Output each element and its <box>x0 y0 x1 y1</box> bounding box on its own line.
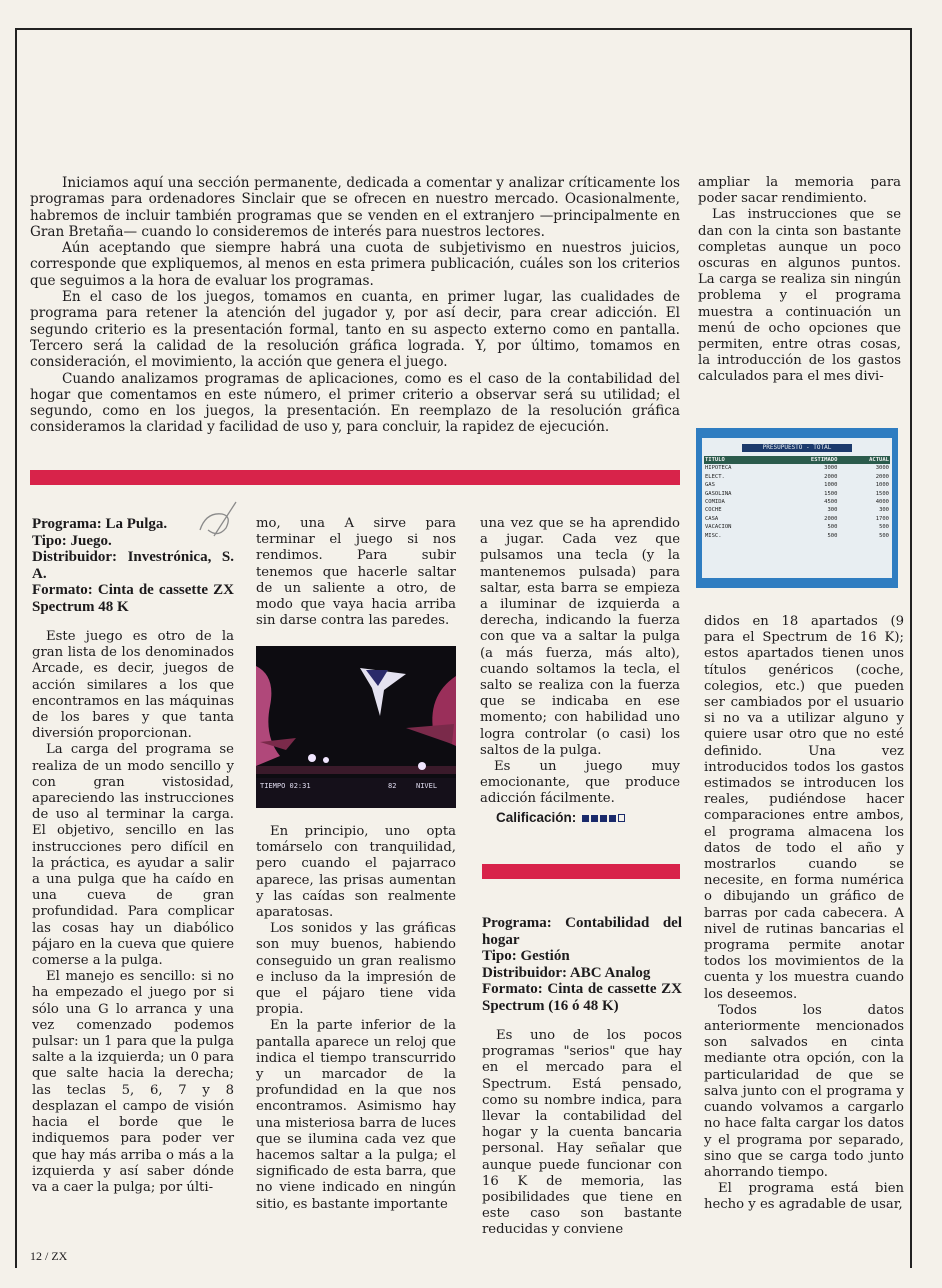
review-contabilidad-column-4 <box>704 614 904 1214</box>
budget-cell: COCHE <box>705 507 722 514</box>
budget-cell: 1700 <box>875 515 889 522</box>
budget-row <box>704 506 890 514</box>
budget-row <box>704 515 890 523</box>
program-name: Programa: Contabilidad del hogar <box>482 915 682 948</box>
intro-paragraph: Aún aceptando que siempre habrá una cuota de subjetivismo en nuestros juicios, corresponde que expliquemos, al menos en esta primera publicación, cuáles son los criterios que seguimos a la hora de evaluar los programas. <box>30 240 680 289</box>
budget-row <box>704 490 890 498</box>
paragraph: El manejo es sencillo: si no ha empezado el juego por si sólo una G lo arranca y una vez comenzado podemos pulsar: un 1 para que la pulga salte a la izquierda; un 0 para que salte hacia la derecha; las teclas 5, 6, 7 y 8 desplazan el campo de visión hacia el borde que le indiquemos para poder ver que hay más arriba o más a la izquierda y así saber dónde va a caer la pulga; por últi- <box>32 969 234 1195</box>
column-header: ACTUAL <box>869 457 889 463</box>
program-distributor: Distribuidor: Investrónica, S. A. <box>32 549 234 582</box>
review-lapulga-column-3 <box>480 516 680 826</box>
screen-title: PRESUPUESTO - TOTAL <box>742 444 852 452</box>
rating <box>480 810 680 826</box>
paragraph: Todos los datos anteriormente mencionados son salvados en cinta mediante otra opción, con la particularidad de que se salva junto con el programa y cuando volvamos a cargarlo no hace falta cargar los datos y el programa por separado, sino que se carga todo junto ahorrando tiempo. <box>704 1002 904 1180</box>
rating-square-icon <box>591 815 598 822</box>
rating-square-icon <box>600 815 607 822</box>
budget-cell: MISC. <box>705 532 722 539</box>
rating-square-icon <box>609 815 616 822</box>
intro-paragraph: Cuando analizamos programas de aplicaciones, como es el caso de la contabilidad del hogar que comentamos en este número, el primer criterio a observar será su utilidad; el segundo, como en los juegos, la presentación. En reemplazo de la resolución gráfica consideramos la claridad y facilidad de uso y, para concluir, la rapidez de ejecución. <box>30 370 680 436</box>
budget-cell: 1000 <box>824 482 838 489</box>
paragraph: Es uno de los pocos programas "serios" que hay en el mercado para el Spectrum. Está pensado, como su nombre indica, para llevar la contabilidad del hogar y la cuenta bancaria personal. Hay señalar que aunque puede funcionar con 16 K de memoria, las posibilidades que tiene en este caso son bastante reducidas y conviene <box>482 1028 682 1238</box>
program-type: Tipo: Juego. <box>32 532 112 549</box>
review-lapulga-header <box>32 516 234 615</box>
paragraph: ampliar la memoria para poder sacar rendimiento. <box>698 175 901 207</box>
paragraph: una vez que se ha aprendido a jugar. Cada vez que pulsamos una tecla (y la mantenemos pulsada) para saltar, esta barra se empieza a iluminar de izquierda a derecha, indicando la fuerza con que va a saltar la pulga (a más fuerza, más alto), cuando soltamos la tecla, el salto se realiza con la fuerza que se indicaba en ese momento; con habilidad uno logra controlar (o casi) los saltos de la pulga. <box>480 516 680 758</box>
column-header: ESTIMADO <box>810 457 838 463</box>
budget-cell: 2000 <box>875 473 889 480</box>
paragraph: Este juego es otro de la gran lista de los denominados Arcade, es decir, juegos de acción similares a los que encontramos en las máquinas de los bares y que tanta diversión proporcionan. <box>32 629 234 742</box>
column-header: TITULO <box>705 457 725 463</box>
contabilidad-screenshot <box>696 428 898 588</box>
budget-row <box>704 498 890 506</box>
rating-square-icon <box>582 815 589 822</box>
budget-cell: 500 <box>827 524 838 531</box>
game-depth: 82 <box>388 782 397 790</box>
budget-row <box>704 532 890 540</box>
lapulga-screenshot <box>256 646 456 808</box>
budget-cell: COMIDA <box>705 499 725 506</box>
budget-cell: 1500 <box>875 490 889 497</box>
program-name: Programa: La Pulga. <box>32 516 168 532</box>
paragraph: La carga del programa se realiza de un modo sencillo y con gran vistosidad, apareciendo las instrucciones de uso al terminar la carga. El objetivo, sencillo en las instrucciones pero difícil en la práctica, es ayudar a salir a una pulga que ha caído en una cueva de gran profundidad. Para complicar las cosas hay un diabólico pájaro en la cueva que quiere comerse a la pulga. <box>32 742 234 969</box>
screen-area <box>702 438 892 578</box>
page-number: 12 / ZX <box>30 1249 68 1263</box>
budget-cell: CASA <box>705 515 719 522</box>
paragraph: didos en 18 apartados (9 para el Spectrum de 16 K); estos apartados tienen unos títulos genéricos (coche, colegios, etc.) que pueden ser cambiados por el usuario si no va a utilizar alguno y quiere usar otro que no esté definido. Una vez introducidos todos los gastos estimados se introducen los reales, pudiéndose hacer comparaciones entre ambos, el programa almacena los datos de todo el año y mostrarlos cuando se necesite, en forma numérica o dibujando un gráfico de barras por cada cabecera. A nivel de rutinas bancarias el programa permite anotar todos los movimientos de la cuenta y los muestra cuando los deseemos. <box>704 614 904 1002</box>
review-lapulga-column-2-top <box>256 516 456 629</box>
paragraph: mo, una A sirve para terminar el juego si nos rendimos. Para subir tenemos que hacerle saltar de un saliente a otro, de modo que vaya hacia arriba sin darse contra las paredes. <box>256 516 456 629</box>
budget-cell: 3000 <box>875 465 889 472</box>
budget-cell: 300 <box>827 507 838 514</box>
top-right-column <box>698 175 901 386</box>
program-format: Formato: Cinta de cassette ZX Spectrum (16 ó 48 K) <box>482 981 682 1014</box>
program-format: Formato: Cinta de cassette ZX Spectrum 48 K <box>32 582 234 615</box>
paragraph: El programa está bien hecho y es agradable de usar, <box>704 1181 904 1213</box>
budget-table-header <box>704 456 890 464</box>
review-contabilidad-header <box>482 915 682 1014</box>
budget-row <box>704 473 890 481</box>
section-divider-bar <box>482 864 680 879</box>
budget-cell: 4500 <box>824 499 838 506</box>
rating-square-empty-icon <box>618 814 625 822</box>
budget-cell: GAS <box>705 482 715 489</box>
budget-cell: VACACION <box>705 524 732 531</box>
review-contabilidad-column-3 <box>482 915 682 1239</box>
rating-label: Calificación: <box>496 809 577 825</box>
intro-paragraph: Iniciamos aquí una sección permanente, dedicada a comentar y analizar críticamente los programas para ordenadores Sinclair que se ofrecen en nuestro mercado. Ocasionalmente, habremos de incluir también programas que se venden en el extranjero —principalmente en Gran Bretaña— cuando lo consideremos de interés para nuestros lectores. <box>30 175 680 240</box>
budget-cell: ELECT. <box>705 473 725 480</box>
budget-cell: 1000 <box>875 482 889 489</box>
budget-table <box>704 456 890 540</box>
paragraph: Es un juego muy emocionante, que produce adicción fácilmente. <box>480 759 680 807</box>
budget-cell: 300 <box>879 507 889 514</box>
budget-cell: 500 <box>879 532 889 539</box>
section-divider-bar <box>30 470 680 485</box>
program-distributor: Distribuidor: ABC Analog <box>482 964 651 981</box>
paragraph: En la parte inferior de la pantalla aparece un reloj que indica el tiempo transcurrido y un marcador de la profundidad en la que nos encontramos. Asimismo hay una misteriosa barra de luces que se ilumina cada vez que hacemos saltar a la pulga; el significado de esta barra, que no viene indicado en ningún sitio, es bastante importante <box>256 1018 456 1212</box>
review-lapulga-column-2-bottom <box>256 824 456 1213</box>
budget-cell: 2000 <box>824 515 838 522</box>
program-type: Tipo: Gestión <box>482 948 570 964</box>
paragraph: Las instrucciones que se dan con la cinta son bastante completas aunque un poco oscuras en algunos puntos. La carga se realiza sin ningún problema y el programa muestra a continuación un menú de ocho opciones que permiten, entre otras cosas, la introducción de los gastos calculados para el mes divi- <box>698 207 901 385</box>
budget-cell: 500 <box>879 524 889 531</box>
game-depth-label: NIVEL <box>416 782 438 790</box>
budget-cell: 500 <box>827 532 838 539</box>
budget-cell: 2000 <box>824 473 838 480</box>
review-lapulga-column-1 <box>32 516 234 1196</box>
budget-cell: HIPOTECA <box>705 465 732 472</box>
intro-text <box>30 175 680 436</box>
budget-cell: 1500 <box>824 490 838 497</box>
game-timer: TIEMPO 02:31 <box>260 782 311 790</box>
budget-cell: 4000 <box>875 499 889 506</box>
budget-cell: GASOLINA <box>705 490 732 497</box>
budget-row <box>704 464 890 472</box>
budget-row <box>704 481 890 489</box>
paragraph: Los sonidos y las gráficas son muy buenos, habiendo conseguido un gran realismo e incluso da la impresión de que el pájaro tiene vida propia. <box>256 921 456 1018</box>
budget-row <box>704 523 890 531</box>
intro-paragraph: En el caso de los juegos, tomamos en cuanta, en primer lugar, las cualidades de programa para retener la atención del jugador y, por así decir, para crear adicción. El segundo criterio es la presentación formal, tanto en su aspecto externo como en pantalla. Tercero será la calidad de la resolución gráfica lograda. Y, por último, tomamos en consideración, el movimiento, la acción que genera el juego. <box>30 289 680 371</box>
paragraph: En principio, uno opta tomárselo con tranquilidad, pero cuando el pajarraco aparece, las prisas aumentan y las caídas son realmente aparatosas. <box>256 824 456 921</box>
budget-cell: 3000 <box>824 465 838 472</box>
